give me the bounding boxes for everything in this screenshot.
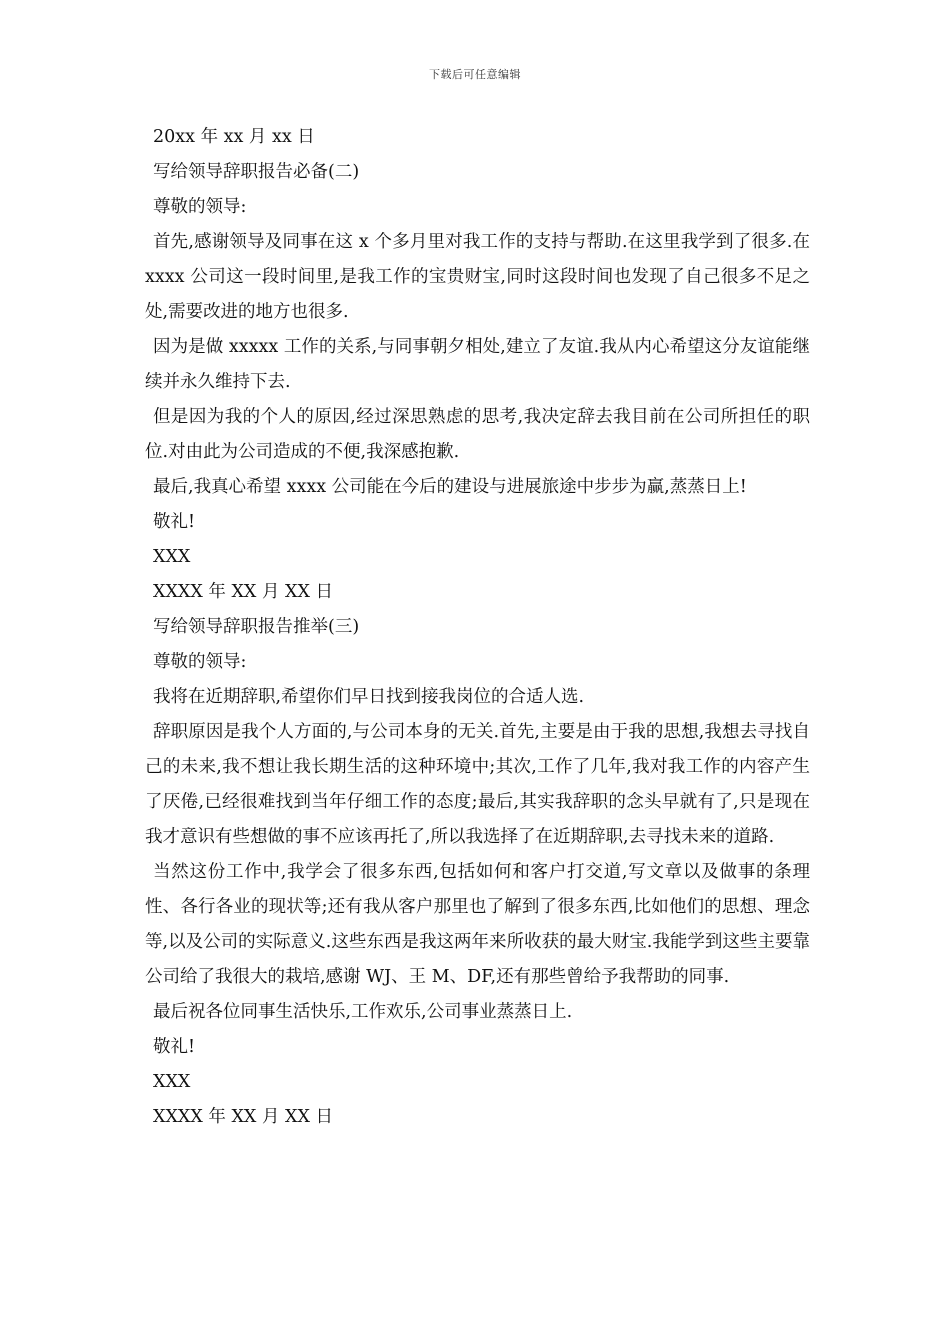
closing-2: 敬礼! bbox=[153, 512, 196, 532]
paragraph-3-1: 我将在近期辞职,希望你们早日找到接我岗位的合适人选. bbox=[153, 687, 585, 707]
signature-2: XXX bbox=[153, 547, 191, 567]
closing-3: 敬礼! bbox=[153, 1037, 196, 1057]
paragraph-2-1: 首先,感谢领导及同事在这 x 个多月里对我工作的支持与帮助.在这里我学到了很多.在 xxxx 公司这一段时间里,是我工作的宝贵财宝,同时这段时间也发现了自己很多不足之处,需要改进的地方也很多. bbox=[145, 232, 810, 322]
date-2: XXXX 年 XX 月 XX 日 bbox=[153, 582, 333, 602]
document-body bbox=[145, 120, 810, 1135]
paragraph-3-2: 辞职原因是我个人方面的,与公司本身的无关.首先,主要是由于我的思想,我想去寻找自己的未来,我不想让我长期生活的这种环境中;其次,工作了几年,我对我工作的内容产生了厌倦,已经很难找到当年仔细工作的态度;最后,其实我辞职的念头早就有了,只是现在我才意识有些想做的事不应该再托了,所以我选择了在近期辞职,去寻找未来的道路. bbox=[145, 722, 810, 847]
date-3: XXXX 年 XX 月 XX 日 bbox=[153, 1107, 333, 1127]
page-header-note: 下载后可任意编辑 bbox=[429, 68, 521, 81]
section-title-3: 写给领导辞职报告推举(三) bbox=[153, 617, 360, 637]
signature-3: XXX bbox=[153, 1072, 191, 1092]
salutation-2: 尊敬的领导: bbox=[153, 197, 247, 217]
paragraph-2-2: 因为是做 xxxxx 工作的关系,与同事朝夕相处,建立了友谊.我从内心希望这分友谊能继续并永久维持下去. bbox=[145, 337, 810, 392]
salutation-3: 尊敬的领导: bbox=[153, 652, 247, 672]
paragraph-3-3: 当然这份工作中,我学会了很多东西,包括如何和客户打交道,写文章以及做事的条理性、各行各业的现状等;还有我从客户那里也了解到了很多东西,比如他们的思想、理念等,以及公司的实际意义.这些东西是我这两年来所收获的最大财宝.我能学到这些主要靠公司给了我很大的栽培,感谢 WJ、王 M、DF,还有那些曾给予我帮助的同事. bbox=[145, 862, 810, 987]
paragraph-3-4: 最后祝各位同事生活快乐,工作欢乐,公司事业蒸蒸日上. bbox=[153, 1002, 573, 1022]
section-title-2: 写给领导辞职报告必备(二) bbox=[153, 162, 360, 182]
paragraph-2-3: 但是因为我的个人的原因,经过深思熟虑的思考,我决定辞去我目前在公司所担任的职位.对由此为公司造成的不便,我深感抱歉. bbox=[145, 407, 810, 462]
date-line: 20xx 年 xx 月 xx 日 bbox=[153, 127, 315, 147]
paragraph-2-4: 最后,我真心希望 xxxx 公司能在今后的建设与进展旅途中步步为赢,蒸蒸日上! bbox=[153, 477, 747, 497]
